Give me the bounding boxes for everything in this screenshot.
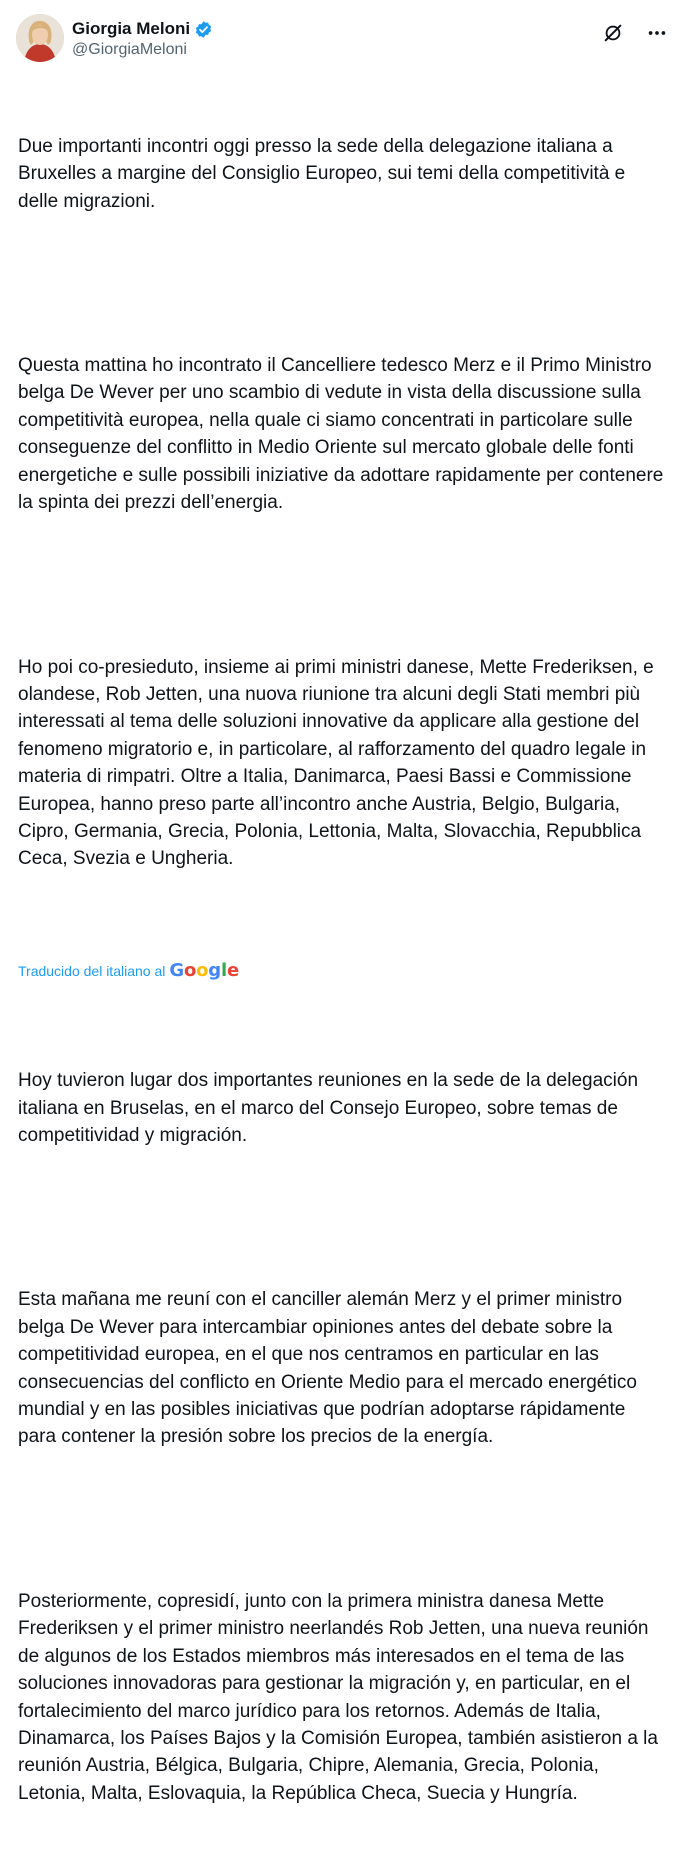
- translated-paragraph-1: Hoy tuvieron lugar dos importantes reuniones en la sede de la delegación italiana en Bruselas, en el marco del Consejo Europeo, sobre temas de competitividad y migración.: [18, 1070, 644, 1146]
- translated-paragraph-3: Posteriormente, copresidí, junto con la primera ministra danesa Mette Frederiksen y el primer ministro neerlandés Rob Jetten, una nueva reunión de algunos de los Estados miembros más interesados en el tema de las soluciones innovadoras para gestionar la migración y, en particular, en el fortalecimiento del marco jurídico para los retornos. Además de Italia, Dinamarca, los Países Bajos y la Comisión Europea, también asistieron a la reunión Austria, Bélgica, Bulgaria, Chipre, Alemania, Grecia, Polonia, Letonia, Malta, Eslovaquia, la República Checa, Suecia y Hungría.: [18, 1590, 664, 1804]
- original-paragraph-3: Ho poi co-presieduto, insieme ai primi ministri danese, Mette Frederiksen, e olandese, Rob Jetten, una nuova riunione tra alcuni degli Stati membri più interessati al tema delle soluzioni innovative da applicare alla gestione del fenomeno migratorio e, in particolare, al rafforzamento del quadro legale in materia di rimpatri. Oltre a Italia, Danimarca, Paesi Bassi e Commissione Europea, hanno preso parte all’incontro anche Austria, Belgio, Bulgaria, Cipro, Germania, Grecia, Polonia, Lettonia, Malta, Slovacchia, Repubblica Ceca, Svezia e Ungheria.: [18, 656, 659, 870]
- post-header: [16, 14, 668, 64]
- original-paragraph-2: Questa mattina ho incontrato il Cancelliere tedesco Merz e il Primo Ministro belga De Wever per uno scambio di vedute in vista della discussione sulla competitività europea, nella quale ci siamo concentrati in particolare sulle conseguenze del conflitto in Medio Oriente sul mercato globale delle fonti energetiche e sulle possibili iniziative da adottare rapidamente per contenere la spinta dei prezzi dell’energia.: [18, 355, 669, 514]
- more-icon[interactable]: [646, 22, 668, 44]
- author-name[interactable]: Giorgia Meloni: [72, 19, 191, 38]
- verified-badge-icon: [194, 20, 213, 39]
- translated-paragraph-2: Esta mañana me reuní con el canciller alemán Merz y el primer ministro belga De Wever para intercambiar opiniones antes del debate sobre la competitividad europea, en el que nos centramos en particular en las consecuencias del conflicto en Oriente Medio para el mercado energético mundial y en las posibles iniciativas que podrían adoptarse rápidamente para contener la presión sobre los precios de la energía.: [18, 1289, 643, 1448]
- header-actions: [602, 22, 668, 44]
- translation-label: Traducido del italiano al: [18, 962, 166, 979]
- translation-attribution[interactable]: [18, 957, 668, 985]
- author-name-row: [72, 18, 213, 40]
- post-body: [18, 78, 668, 1862]
- author-handle[interactable]: @GiorgiaMeloni: [72, 41, 187, 58]
- google-logo: Google: [169, 959, 239, 981]
- original-paragraph-1: Due importanti incontri oggi presso la sede della delegazione italiana a Bruxelles a margine del Consiglio Europeo, sui temi della competitività e delle migrazioni.: [18, 135, 631, 212]
- avatar[interactable]: [16, 14, 64, 62]
- grok-icon[interactable]: [602, 22, 624, 44]
